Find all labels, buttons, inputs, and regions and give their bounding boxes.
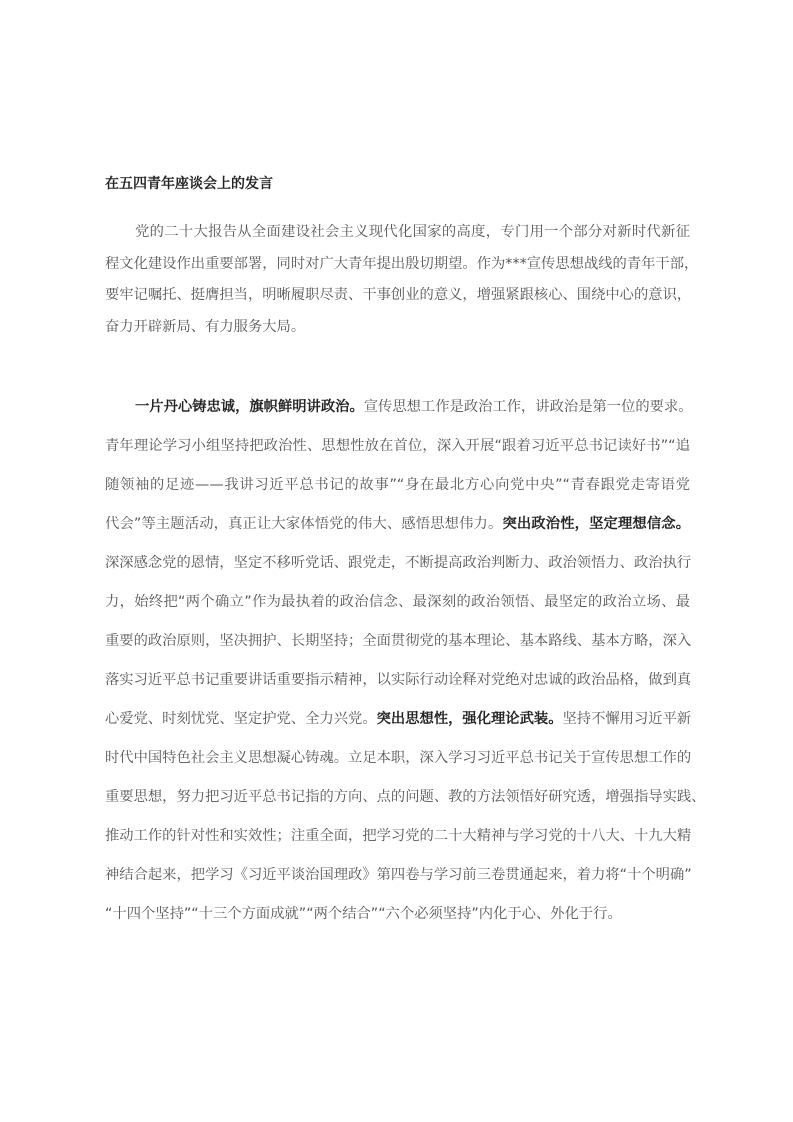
- body-text: 神结合起来，把学习《习近平谈治国理政》第四卷与学习前三卷贯通起来，着力将“十个明确”: [105, 867, 692, 883]
- body-text: 代会”等主题活动，真正让大家体悟党的伟大、感悟思想伟力。: [105, 516, 503, 532]
- body-text: “十四个坚持”“十三个方面成就”“两个结合”“六个必须坚持”内化于心、外化于行。: [105, 906, 622, 922]
- text-line: [105, 517, 690, 532]
- body-text: 时代中国特色社会主义思想凝心铸魂。立足本职，深入学习习近平总书记关于宣传思想工作的: [105, 750, 692, 766]
- text-line: [105, 556, 690, 571]
- body-text: 坚持不懈用习近平新: [562, 711, 692, 727]
- text-line: [105, 868, 690, 883]
- body-text: 推动工作的针对性和实效性；注重全面，把学习党的二十大精神与学习党的十八大、十九大精: [105, 828, 692, 844]
- body-text: 要牢记嘱托、挺膺担当，明晰履职尽责、干事创业的意义，增强紧跟核心、围绕中心的意识，: [105, 287, 692, 303]
- body-text: 随领袖的足迹——我讲习近平总书记的故事”“身在最北方心向党中央”“青春跟党走寄语党: [105, 477, 690, 493]
- body-text: 落实习近平总书记重要讲话重要指示精神，以实际行动诠释对党绝对忠诚的政治品格，做到真: [105, 672, 692, 688]
- body-text: 青年理论学习小组坚持把政治性、思想性放在首位，深入开展“跟着习近平总书记读好书”“追: [105, 438, 690, 454]
- document-title: 在五四青年座谈会上的发言: [105, 176, 273, 192]
- paragraph-political-loyalty: [105, 399, 706, 946]
- text-line: [105, 255, 699, 272]
- text-line: [105, 829, 690, 844]
- text-line: [105, 288, 690, 303]
- text-line: [105, 439, 690, 454]
- text-line: [105, 751, 690, 766]
- text-line: [105, 789, 706, 805]
- body-text: 奋力开辟新局、有力服务大局。: [105, 318, 306, 335]
- text-line: [105, 595, 690, 610]
- text-line: [105, 907, 690, 922]
- body-text: 心爱党、时刻忧党、坚定护党、全力兴党。: [105, 711, 377, 727]
- body-text: 力，始终把“两个确立”作为最执着的政治信念、最深刻的政治领悟、最坚定的政治立场、最: [105, 594, 690, 610]
- body-text: 重要思想，努力把习近平总书记指的方向、点的问题、教的方法领悟好研究透，增强指导实践、: [105, 789, 706, 805]
- text-line: [105, 712, 690, 727]
- text-line: [105, 634, 690, 649]
- body-text: 党的二十大报告从全面建设社会主义现代化国家的高度，专门用一个部分对新时代新征: [135, 224, 690, 240]
- text-line: [105, 225, 690, 240]
- text-line: [105, 673, 690, 688]
- bold-heading-text: 一片丹心铸忠诚，旗帜鲜明讲政治。: [135, 399, 364, 415]
- body-text: 宣传思想工作是政治工作，讲政治是第一位的要求。: [363, 399, 693, 415]
- text-line: [105, 399, 693, 415]
- paragraph-intro: [105, 224, 699, 351]
- body-text: 深深感念党的恩情，坚定不移听党话、跟党走，不断提高政治判断力、政治领悟力、政治执行: [105, 555, 692, 571]
- body-text: 程文化建设作出重要部署，同时对广大青年提出殷切期望。作为***宣传思想战线的青年干部，: [105, 255, 699, 272]
- text-line: [105, 478, 690, 493]
- bold-heading-text: 突出思想性，强化理论武装。: [376, 711, 563, 727]
- bold-heading-text: 突出政治性，坚定理想信念。: [502, 516, 691, 532]
- body-text: 重要的政治原则，坚决拥护、长期坚持；全面贯彻党的基本理论、基本路线、基本方略，深入: [105, 633, 692, 649]
- text-line: [105, 320, 690, 335]
